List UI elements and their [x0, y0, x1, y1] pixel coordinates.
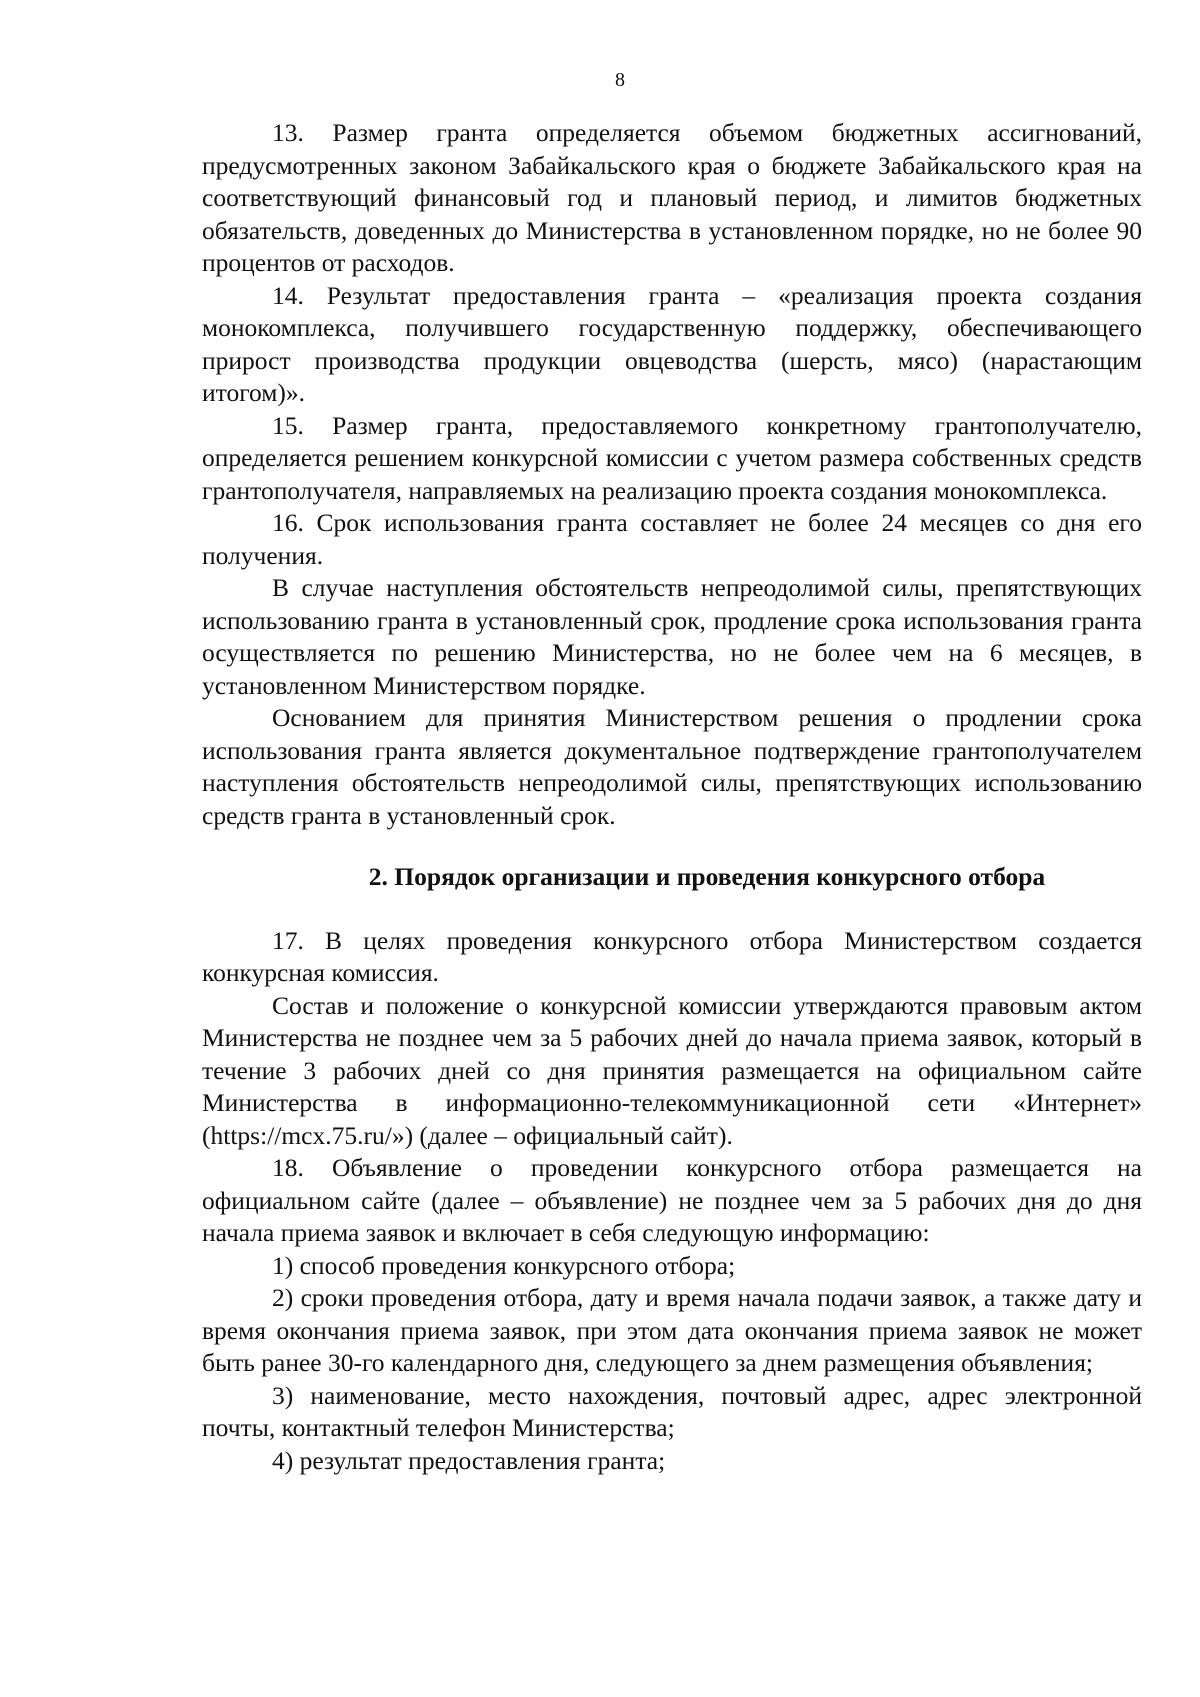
section-heading: 2. Порядок организации и проведения конкурсного отбора — [368, 862, 1046, 891]
paragraph-17: 17. В целях проведения конкурсного отбора Министерством создается конкурсная комиссия. — [202, 925, 1142, 987]
paragraph-14: 14. Результат предоставления гранта – «реализация проекта создания монокомплекса, получившего государственную поддержку, обеспечивающего прирост производства продукции овцеводства (шерсть, мясо) (нарастающим итогом)». — [202, 280, 1142, 407]
paragraph-13: 13. Размер гранта определяется объемом бюджетных ассигнований, предусмотренных законом Забайкальского края о бюджете Забайкальского края на соответствующий финансовый год и плановый период, и лимитов бюджетных обязательств, доведенных до Министерства в установленном порядке, но не более 90 процентов от расходов. — [202, 118, 1142, 277]
list-item-2: 2) сроки проведения отбора, дату и время начала подачи заявок, а также дату и время окончания приема заявок, при этом дата окончания приема заявок не может быть ранее 30-го календарного дня, следующего за днем размещения объявления; — [202, 1283, 1142, 1377]
paragraph-16: 16. Срок использования гранта составляет не более 24 месяцев со дня его получения. — [202, 508, 1142, 570]
document-body — [202, 117, 1142, 1477]
list-item-1: 1) способ проведения конкурсного отбора; — [272, 1250, 736, 1280]
paragraph-16-force-majeure: В случае наступления обстоятельств непреодолимой силы, препятствующих использованию гранта в установленный срок, продление срока использования гранта осуществляется по решению Министерства, но не более чем на 6 месяцев, в установленном Министерством порядке. — [202, 573, 1142, 700]
paragraph-18: 18. Объявление о проведении конкурсного отбора размещается на официальном сайте (далее – объявление) не позднее чем за 5 рабочих дня до дня начала приема заявок и включает в себя следующую информацию: — [202, 1153, 1142, 1247]
list-item-4: 4) результат предоставления гранта; — [272, 1445, 666, 1475]
paragraph-17-commission: Состав и положение о конкурсной комиссии утверждаются правовым актом Министерства не позднее чем за 5 рабочих дней до начала приема заявок, который в течение 3 рабочих дней со дня принятия размещается на официальном сайте Министерства в информационно-телекоммуникационной сети «Интернет» (https://mcx.75.ru/») (далее – официальный сайт). — [202, 990, 1142, 1150]
paragraph-16-extension-basis: Основанием для принятия Министерством решения о продлении срока использования гранта является документальное подтверждение грантополучателем наступления обстоятельств непреодолимой силы, препятствующих использованию средств гранта в установленный срок. — [202, 703, 1142, 830]
page-number: 8 — [615, 69, 625, 91]
list-item-3: 3) наименование, место нахождения, почтовый адрес, адрес электронной почты, контактный телефон Министерства; — [202, 1380, 1142, 1442]
paragraph-15: 15. Размер гранта, предоставляемого конкретному грантополучателю, определяется решением конкурсной комиссии с учетом размера собственных средств грантополучателя, направляемых на реализацию проекта создания монокомплекса. — [202, 410, 1142, 505]
